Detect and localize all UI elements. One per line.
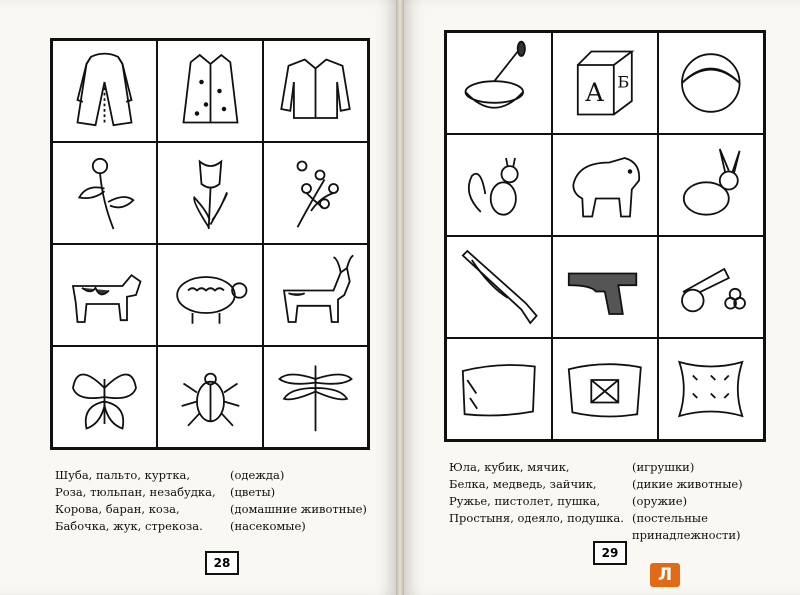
left-category-list [230, 467, 395, 535]
word-line: Юла, кубик, мячик, [449, 460, 570, 474]
beetle-picture [157, 346, 262, 448]
category-line: (домашние животные) [230, 502, 367, 516]
svg-text:Б: Б [617, 72, 630, 92]
ball-picture [658, 32, 764, 134]
left-word-list [55, 467, 230, 535]
word-line: Бабочка, жук, стрекоза. [55, 519, 203, 533]
category-line: (одежда) [230, 468, 285, 482]
category-line: (игрушки) [632, 460, 695, 474]
ram-picture [157, 244, 262, 346]
goat-picture [263, 244, 368, 346]
word-line: Шуба, пальто, куртка, [55, 468, 191, 482]
category-line: (оружие) [632, 494, 688, 508]
word-line: Белка, медведь, зайчик, [449, 477, 597, 491]
category-line: (насекомые) [230, 519, 306, 533]
abc-block-picture [552, 32, 658, 134]
word-line: Простыня, одеяло, подушка. [449, 511, 624, 525]
publisher-logo: Л [650, 563, 680, 587]
right-word-list [449, 459, 634, 527]
sheet-picture [446, 338, 552, 440]
fur-coat-picture [52, 40, 157, 142]
word-line: Корова, баран, коза, [55, 502, 180, 516]
cannon-picture [658, 236, 764, 338]
category-line: (цветы) [230, 485, 276, 499]
coat-picture [157, 40, 262, 142]
tulip-picture [157, 142, 262, 244]
book-spine [396, 0, 404, 595]
rifle-picture [446, 236, 552, 338]
cow-picture [52, 244, 157, 346]
right-picture-grid [444, 30, 766, 442]
page-number-right: 29 [593, 541, 627, 565]
pillow-picture [658, 338, 764, 440]
jacket-picture [263, 40, 368, 142]
rose-picture [52, 142, 157, 244]
pistol-picture [552, 236, 658, 338]
svg-text:А: А [585, 78, 605, 108]
word-line: Роза, тюльпан, незабудка, [55, 485, 216, 499]
squirrel-picture [446, 134, 552, 236]
page-number-left: 28 [205, 551, 239, 575]
category-line: принадлежности) [632, 528, 741, 542]
spinning-top-picture [446, 32, 552, 134]
dragonfly-picture [263, 346, 368, 448]
left-picture-grid [50, 38, 370, 450]
forget-me-not-picture [263, 142, 368, 244]
category-line: (постельные [632, 511, 708, 525]
butterfly-picture [52, 346, 157, 448]
blanket-picture [552, 338, 658, 440]
hare-picture [658, 134, 764, 236]
right-category-list [632, 459, 792, 544]
bear-picture [552, 134, 658, 236]
category-line: (дикие животные) [632, 477, 743, 491]
word-line: Ружье, пистолет, пушка, [449, 494, 601, 508]
